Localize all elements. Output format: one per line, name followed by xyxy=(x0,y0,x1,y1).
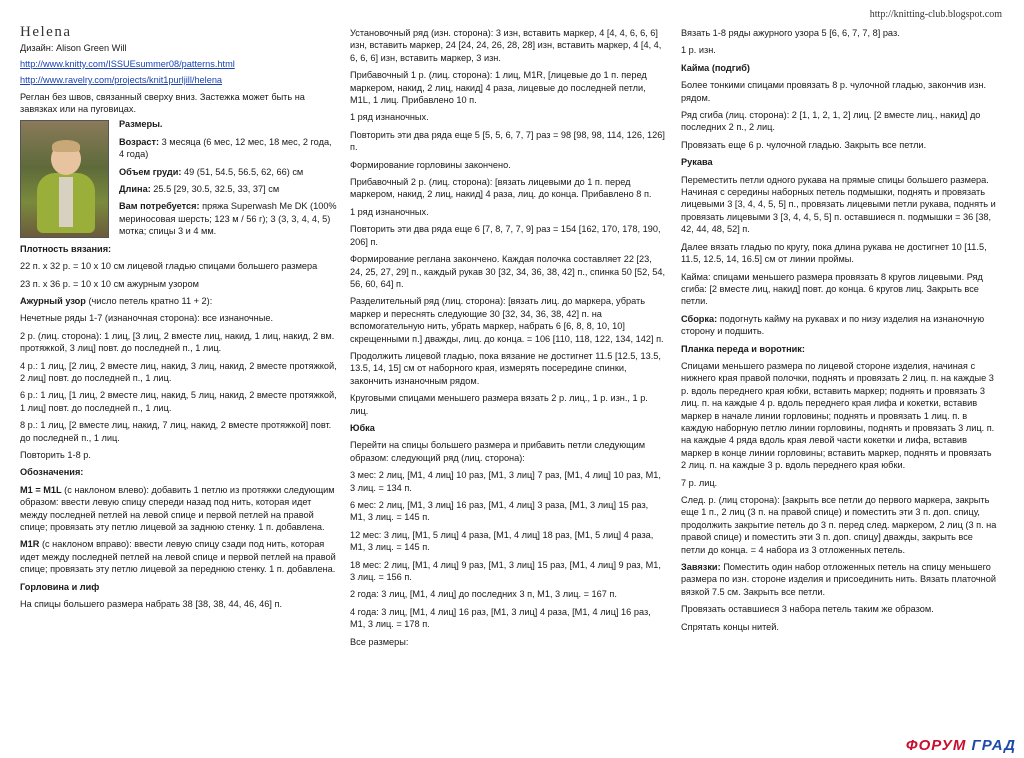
band-knit-rows: 7 р. лиц. xyxy=(681,477,718,488)
baby-photo xyxy=(20,120,109,238)
column-2 xyxy=(350,27,666,653)
m1r-text: (с наклоном вправо): ввести левую спицу сзади под нить, которая идет между последней петлей на левой спице и первой петлей на правой спице; провязать эту петлю лицевой за переднюю стенку. 1 п. добавлена. xyxy=(20,539,336,575)
age-label: Возраст: xyxy=(119,136,160,147)
band-heading: Планка переда и воротник: xyxy=(681,343,805,354)
lace-row-4: 4 р.: 1 лиц, [2 лиц, 2 вместе лиц, накид, 3 лиц, накид, 2 вместе протяжкой, 2 лиц] повт. до последней п., 1 лиц. xyxy=(20,360,337,383)
weave-ends: Спрятать концы нитей. xyxy=(681,621,779,632)
assembly-line xyxy=(681,313,999,338)
repeat-rows-1: Повторить эти два ряда еще 5 [5, 5, 6, 7, 7] раз = 98 [98, 98, 114, 126, 126] п. xyxy=(350,129,665,153)
m1l-text: (с наклоном влево): добавить 1 петлю из протяжки следующим образом: ввести левую спицу спереди назад под нить, которая идет между последней петлей на левой спице и первой петлей на правой спице; провязать эту петлю лицевой за заднюю стенку. 1 п. добавлена. xyxy=(20,484,335,532)
chest-value: 49 (51, 54.5, 56.5, 62, 66) см xyxy=(181,166,304,177)
lace-row-8: 8 р.: 1 лиц, [2 вместе лиц, накид, 7 лиц, накид, 2 вместе протяжкой] повт. до последней п., 1 лиц. xyxy=(20,420,332,443)
blog-url[interactable]: http://knitting-club.blogspot.com xyxy=(869,9,1002,20)
increase-row-1: Прибавочный 1 р. (лиц. сторона): 1 лиц, M1R, [лицевые до 1 п. перед маркером, накид, 2 лиц, накид] 4 раза, лицевые до последней петли, M1L, 1 лиц. Прибавлено 10 п. xyxy=(350,70,647,106)
skirt-heading: Юбка xyxy=(350,422,375,433)
hem-heading: Кайма (подгиб) xyxy=(681,62,750,73)
ties-line xyxy=(681,561,999,598)
skirt-2y: 2 года: 3 лиц, [M1, 4 лиц] до последних 3 п, M1, 3 лиц. = 167 п. xyxy=(350,589,617,600)
length-label: Длина: xyxy=(119,184,151,195)
dividing-row: Разделительный ряд (лиц. сторона): [вязать лиц. до маркера, убрать маркер и переснять следующие 30 [32, 34, 36, 38, 42] п. на вспомогательную нить, убрать маркер, набрать 6 [6, 8, 8, 10, 10] скрещенными п.] дважды, лиц. до конца. = 106 [110, 118, 122, 134, 142] п. xyxy=(350,296,664,344)
skirt-intro: Перейти на спицы большего размера и прибавить петли следующим образом: следующий ряд (лиц. сторона): xyxy=(350,440,646,463)
circular-rows: Круговыми спицами меньшего размера вязать 2 р. лиц., 1 р. изн., 1 р. лиц. xyxy=(350,393,648,416)
repeat-rows-2: Повторить эти два ряда еще 6 [7, 8, 7, 7, 9] раз = 154 [162, 170, 178, 190, 206] п. xyxy=(350,224,661,247)
column-1 xyxy=(20,24,338,615)
gauge-line-1: 22 п. х 32 р. = 10 х 10 см лицевой гладью спицами большего размера xyxy=(20,261,318,272)
skirt-12m: 12 мес: 3 лиц, [M1, 5 лиц] 4 раза, [M1, 4 лиц] 18 раз, [M1, 5 лиц] 4 раза, M1, 3 лиц. = 145 п. xyxy=(350,529,654,553)
logo-part-2: ГРАД xyxy=(971,737,1016,754)
m1r-label: M1R xyxy=(20,539,40,550)
lace-repeat: Повторить 1-8 р. xyxy=(20,449,91,460)
logo-part-1: ФОРУМ xyxy=(905,737,967,754)
pattern-title: Helena xyxy=(20,24,72,40)
m1r-definition xyxy=(20,538,338,575)
forum-logo[interactable] xyxy=(906,737,1016,754)
assembly-text: подогнуть кайму на рукавах и по низу изделия на изнаночную сторону и подшить. xyxy=(681,313,985,337)
hem-text-1: Более тонкими спицами провязать 8 р. чулочной гладью, закончив изн. рядом. xyxy=(681,80,986,103)
hem-text-2: Провязать еще 6 р. чулочной гладью. Закрыть все петли. xyxy=(681,139,927,150)
lace-heading xyxy=(20,295,338,307)
sleeves-heading: Рукава xyxy=(681,157,713,168)
neck-done: Формирование горловины закончено. xyxy=(350,159,511,170)
remaining-ties: Провязать оставшиеся 3 набора петель таким же образом. xyxy=(681,604,934,615)
shirt-shape xyxy=(59,177,73,227)
gauge-line-2: 23 п. х 36 р. = 10 х 10 см ажурным узором xyxy=(20,278,199,289)
gauge-heading: Плотность вязания: xyxy=(20,243,112,254)
lace-heading-note: (число петель кратно 11 + 2): xyxy=(85,295,213,306)
designer-line: Дизайн: Alison Green Will xyxy=(20,43,127,54)
skirt-6m: 6 мес: 2 лиц, [M1, 3 лиц] 16 раз, [M1, 4 лиц] 3 раза, [M1, 3 лиц] 15 раз, M1, 3 лиц. = 145 п. xyxy=(350,500,649,523)
ties-text: Поместить один набор отложенных петель на спицу меньшего размера по изн. стороне изделия и присоединить нить. Вязать платочной вязкой 7.5 см. Закрыть все петли. xyxy=(681,562,996,597)
lace-heading-label: Ажурный узор xyxy=(20,295,86,306)
chest-label: Объем груди: xyxy=(119,166,182,177)
skirt-3m: 3 мес: 2 лиц, [M1, 4 лиц] 10 раз, [M1, 3 лиц] 7 раз, [M1, 4 лиц] 10 раз, M1, 3 лиц. = 134 п. xyxy=(350,470,661,493)
lace-repeats: Вязать 1-8 ряды ажурного узора 5 [6, 6, 7, 7, 8] раз. xyxy=(681,28,900,38)
lace-row-6: 6 р.: 1 лиц, [1 лиц, 2 вместе лиц, накид, 5 лиц, накид, 2 вместе протяжкой, 1 лиц] повт. до последней п., 1 лиц. xyxy=(20,390,337,413)
ties-label: Завязки: xyxy=(681,562,721,573)
knitty-link[interactable]: http://www.knitty.com/ISSUEsummer08/patterns.html xyxy=(20,58,235,69)
neck-heading: Горловина и лиф xyxy=(20,581,100,592)
band-bind-off: След. р. (лиц сторона): [закрыть все петли до первого маркера, закрыть еще 1 п., 2 лиц (3 п. на правой спице) и поместить эти 3 п. доп. спицу, продолжить закрытие петель до 3 п. перед след. маркером, 2 лиц (3 п. на правой спице) и поместить эти 3 п. доп. спицу] дважды, закрыть все петли до конца. = 4 набора из 3 отложенных петель. xyxy=(681,495,997,555)
lace-row-2: 2 р. (лиц. сторона): 1 лиц, [3 лиц, 2 вместе лиц, накид, 1 лиц, накид, 2 вм. протяжкой, 3 лиц] повт. до последней п., 1 лиц. xyxy=(20,330,335,354)
column-3 xyxy=(681,27,999,638)
length-value: 25.5 [29, 30.5, 32.5, 33, 37] см xyxy=(150,184,280,195)
increase-row-2: Прибавочный 2 р. (лиц. сторона): [вязать лицевыми до 1 п. перед маркером, накид, 2 лиц, накид] 4 раза, лиц. до конца. Прибавлено 8 п. xyxy=(350,177,652,200)
m1l-label: M1 = M1L xyxy=(20,484,62,495)
hair-shape xyxy=(52,140,80,152)
abbreviations-heading: Обозначения: xyxy=(20,467,84,478)
lace-row-odd: Нечетные ряды 1-7 (изнаночная сторона): все изнаночные. xyxy=(20,313,274,324)
raglan-done: Формирование реглана закончено. Каждая полочка составляет 22 [23, 24, 25, 27, 29] п., каждый рукав 30 [32, 34, 36, 38, 42] п., спинка 50 [52, 54, 56, 60, 64] п. xyxy=(350,254,666,289)
photo-block xyxy=(20,118,338,242)
skirt-18m: 18 мес: 2 лиц, [M1, 4 лиц] 9 раз, [M1, 3 лиц] 15 раз, [M1, 4 лиц] 9 раз, M1, 3 лиц. = 156 п. xyxy=(350,559,661,583)
ravelry-link[interactable]: http://www.ravelry.com/projects/knit1purljill/helena xyxy=(20,75,223,86)
hem-fold-row: Ряд сгиба (лиц. сторона): 2 [1, 1, 2, 1, 2] лиц. [2 вместе лиц., накид] до последних 2 п., 2 лиц. xyxy=(681,110,981,133)
assembly-label: Сборка: xyxy=(681,313,718,324)
sizes-heading: Размеры. xyxy=(119,119,163,130)
sleeve-hem: Кайма: спицами меньшего размера провязать 8 кругов лицевыми. Ряд сгиба: [2 вместе лиц, накид] повт. до конца. 6 кругов лиц. Закрыть все петли. xyxy=(681,271,983,307)
materials-label: Вам потребуется: xyxy=(119,201,200,212)
age-value: 3 месяца (6 мес, 12 мес, 18 мес, 2 года, 4 года) xyxy=(119,136,332,160)
sleeve-length: Далее вязать гладью по кругу, пока длина рукава не достигнет 10 [11.5, 11.5, 12.5, 14, 16.5] см от линии проймы. xyxy=(681,241,987,265)
all-sizes: Все размеры: xyxy=(350,636,409,647)
materials-value: пряжа Superwash Me DK (100% мериносовая шерсть; 123 м / 56 г); 3 (3, 3, 4, 4, 5) мотка; спицы 3 и 4 мм. xyxy=(119,201,337,237)
setup-row: Установочный ряд (изн. сторона): 3 изн, вставить маркер, 4 [4, 4, 6, 6, 6] изн, вставить маркер, 24 [24, 24, 26, 28, 28] изн, вставить маркер, 4 [4, 4, 6, 6, 6] изн, вставить маркер, 3 изн. xyxy=(350,28,662,63)
neck-cast-on: На спицы большего размера набрать 38 [38, 38, 44, 46, 46] п. xyxy=(20,599,283,610)
m1l-definition xyxy=(20,484,338,534)
purl-row-2: 1 ряд изнаночных. xyxy=(350,206,429,217)
purl-row-1: 1 ряд изнаночных. xyxy=(350,112,429,123)
purl-row: 1 р. изн. xyxy=(681,45,716,56)
skirt-4y: 4 года: 3 лиц, [M1, 4 лиц] 16 раз, [M1, 3 лиц] 4 раза, [M1, 4 лиц] 16 раз, M1, 3 лиц. = 178 п. xyxy=(350,606,651,630)
intro-text: Реглан без швов, связанный сверху вниз. Застежка может быть на завязках или на пуговицах. xyxy=(20,91,305,115)
band-pickup: Спицами меньшего размера по лицевой стороне изделия, начиная с нижнего края правой полочки, поднять и провязать 2 лиц. п. на каждые 3 р. вдоль переднего края юбки, вставить маркер; поднять и провязать 3 лиц. п. на каждые 4 р. вдоль переднего края лифа и кокетки, вставив маркер в начале линии горловины; поднять и провязать 1 лиц. п. в каждую наборную петлю линии горловины, поднять и провязать 3 лиц. п. на каждые 4 ряда вдоль края левой части кокетки и лифа, вставив маркер в конце линии горловины; вставить маркер, поднять и провязать 2 лиц. п. на каждые 3 р. вдоль переднего края юбки. xyxy=(681,360,995,471)
continue-stockinette: Продолжить лицевой гладью, пока вязание не достигнет 11.5 [12.5, 13.5, 13.5, 14, 15] см от наборного края, измерять посередине спинки, закончить изнаночным рядом. xyxy=(350,350,661,386)
sleeve-pickup: Переместить петли одного рукава на прямые спицы большего размера. Начиная с середины наборных петель подмышки, поднять и провязать лицевыми 3 [3, 4, 4, 5, 5] п., провязать лицевыми петли рукава, поднять и провязать лицевыми 3 [3, 4, 4, 5, 5] п. оставшиеся п. подмышки = 36 [38, 42, 44, 48, 52] п. xyxy=(681,174,996,235)
